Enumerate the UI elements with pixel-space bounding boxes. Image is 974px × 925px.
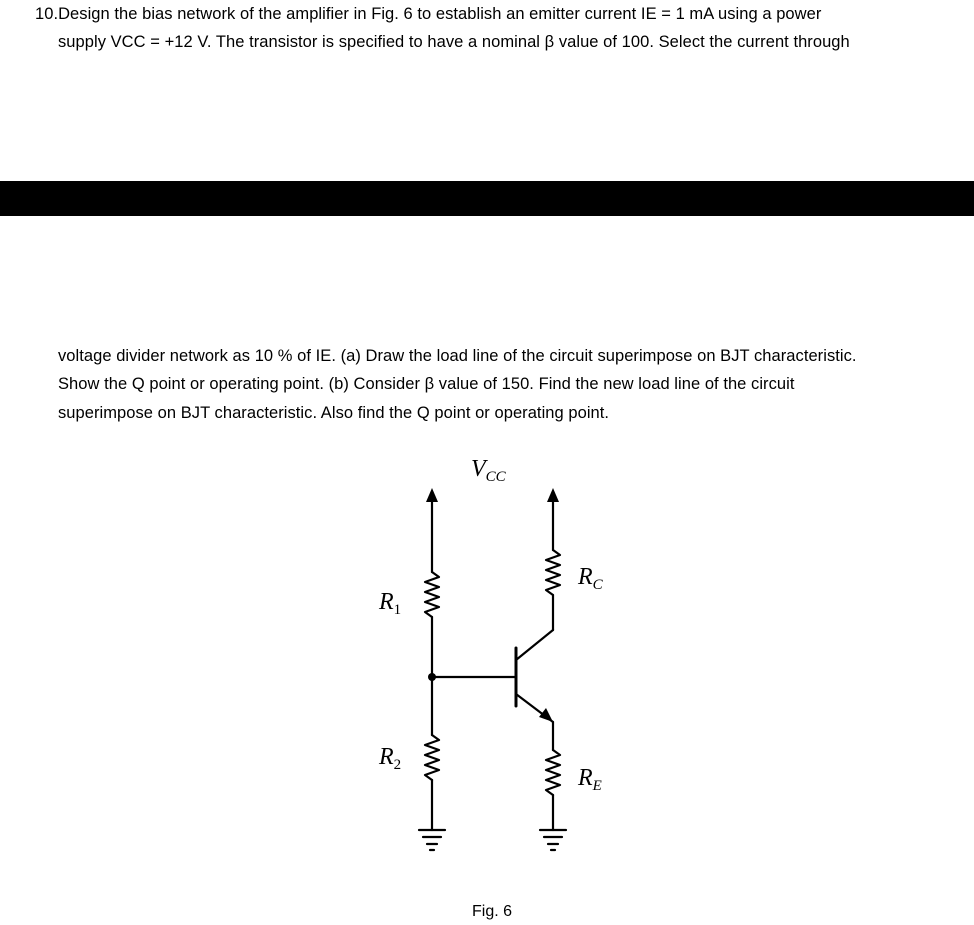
ground-left-icon [419, 830, 445, 850]
redaction-bar [0, 181, 974, 216]
question-line-3: voltage divider network as 10 % of IE. (a) Draw the load line of the circuit superimpose on BJT characteristic. [58, 347, 857, 365]
rc-label: $R_C$ [578, 564, 603, 593]
emitter-arrow-icon [539, 708, 553, 722]
question-line-1: 10.Design the bias network of the amplifier in Fig. 6 to establish an emitter current IE = 1 mA using a power [35, 5, 822, 23]
r2-resistor [425, 735, 439, 780]
question-line-4: Show the Q point or operating point. (b) Consider β value of 150. Find the new load line of the circuit [58, 375, 795, 393]
ground-right-icon [540, 830, 566, 850]
question-line-5: superimpose on BJT characteristic. Also find the Q point or operating point. [58, 404, 610, 422]
vcc-label: $V_{CC}$ [471, 456, 506, 485]
junction-dot [428, 673, 436, 681]
vcc-arrow-right-icon [547, 488, 559, 502]
r1-label: $R_1$ [379, 589, 402, 618]
re-label: $R_E$ [578, 765, 602, 794]
r1-resistor [425, 572, 439, 617]
rc-resistor [546, 550, 560, 595]
collector-lead [516, 630, 553, 660]
re-resistor [546, 750, 560, 795]
question-line-2: supply VCC = +12 V. The transistor is specified to have a nominal β value of 100. Select the current through [58, 33, 850, 51]
bias-circuit-diagram [0, 440, 974, 925]
r2-label: $R_2$ [379, 744, 402, 773]
vcc-arrow-left-icon [426, 488, 438, 502]
figure-caption: Fig. 6 [472, 903, 513, 920]
